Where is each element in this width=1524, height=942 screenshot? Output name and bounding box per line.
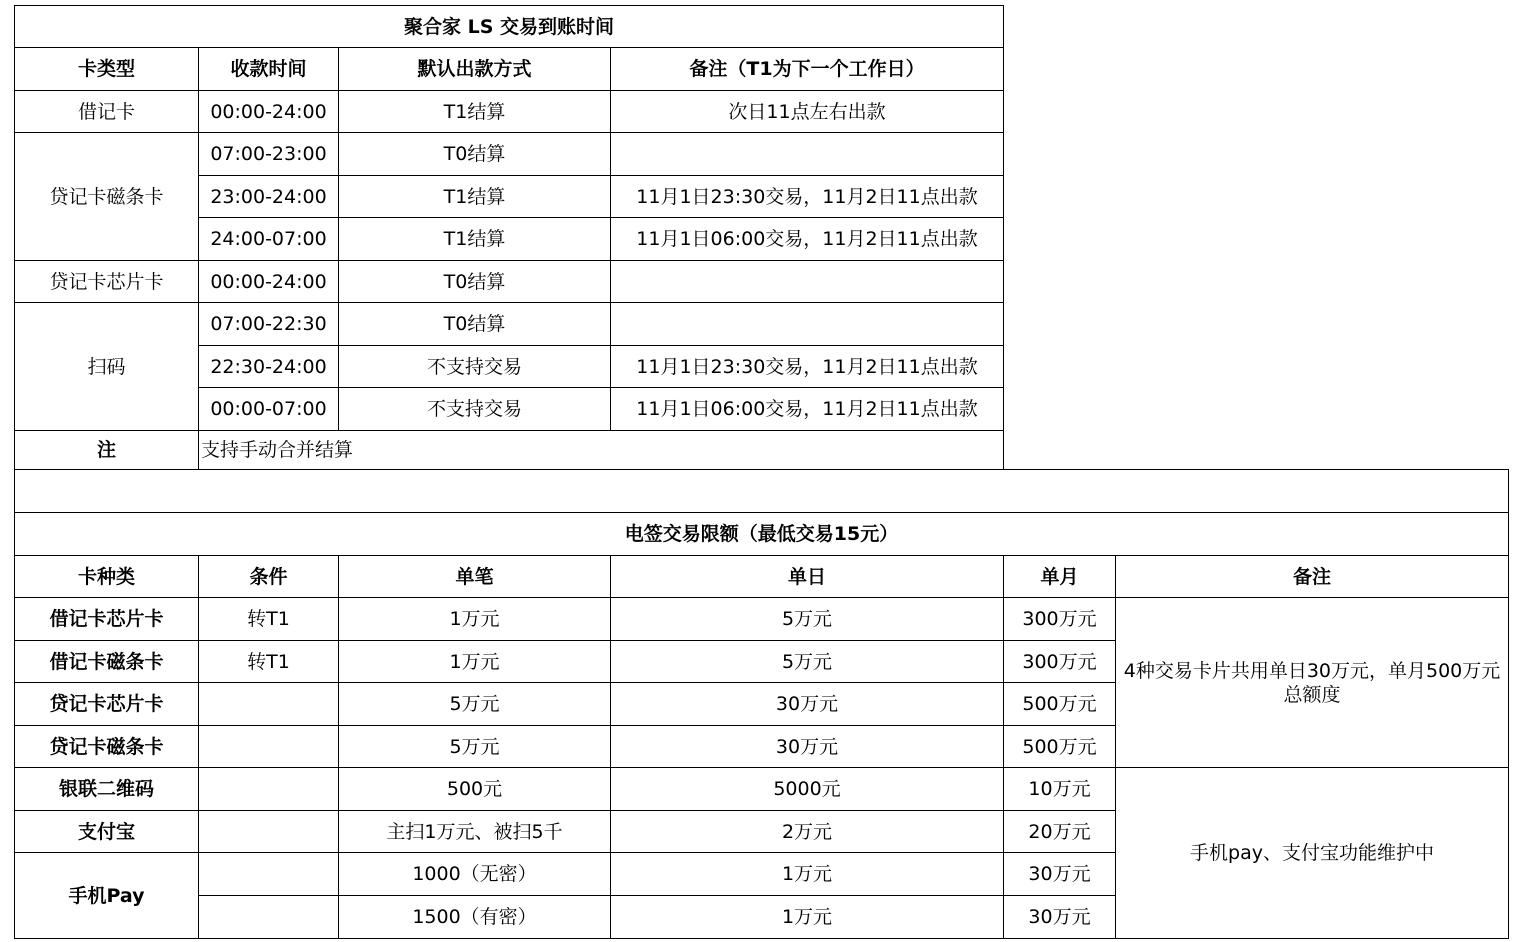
section2-daily-cell: 5000元: [610, 767, 1004, 811]
section1-time-cell: 00:00-07:00: [198, 387, 339, 431]
section1-card-type: 贷记卡芯片卡: [14, 260, 199, 303]
section1-header-note: 备注（T1为下一个工作日）: [610, 47, 1004, 91]
spacer-row: [14, 469, 1509, 513]
section2-single-cell: 5万元: [338, 725, 611, 768]
section2-daily-cell: 1万元: [610, 852, 1004, 896]
section1-time-cell: 07:00-23:00: [198, 132, 339, 176]
section2-monthly-cell: 500万元: [1003, 725, 1116, 768]
section2-condition-cell: 转T1: [198, 640, 339, 683]
section1-time-cell: 00:00-24:00: [198, 260, 339, 303]
section2-single-cell: 1000（无密）: [338, 852, 611, 896]
section1-card-type: 扫码: [14, 302, 199, 431]
section1-note-cell: [610, 132, 1004, 176]
section1-time-cell: 00:00-24:00: [198, 90, 339, 133]
section2-card-type: 手机Pay: [14, 852, 199, 939]
section2-condition-cell: [198, 767, 339, 811]
section2-monthly-cell: 300万元: [1003, 640, 1116, 683]
section2-card-type: 贷记卡磁条卡: [14, 725, 199, 768]
section1-header-method: 默认出款方式: [338, 47, 611, 91]
section1-time-cell: 22:30-24:00: [198, 345, 339, 388]
section2-header-note: 备注: [1115, 555, 1509, 598]
section1-method-cell: 不支持交易: [338, 345, 611, 388]
section2-header-monthly: 单月: [1003, 555, 1116, 598]
section2-condition-cell: [198, 810, 339, 853]
section2-note-wallet: 手机pay、支付宝功能维护中: [1115, 767, 1509, 939]
section2-single-cell: 1万元: [338, 597, 611, 641]
section2-monthly-cell: 300万元: [1003, 597, 1116, 641]
section1-note-cell: 11月1日23:30交易，11月2日11点出款: [610, 345, 1004, 388]
section2-daily-cell: 30万元: [610, 725, 1004, 768]
section2-single-cell: 1万元: [338, 640, 611, 683]
section1-footnote-label: 注: [14, 430, 199, 470]
section2-note-cards: 4种交易卡片共用单日30万元，单月500万元 总额度: [1115, 597, 1509, 768]
section2-daily-cell: 30万元: [610, 682, 1004, 726]
section2-daily-cell: 5万元: [610, 597, 1004, 641]
section2-daily-cell: 1万元: [610, 895, 1004, 939]
section1-header-card-type: 卡类型: [14, 47, 199, 91]
section2-card-type: 银联二维码: [14, 767, 199, 811]
section2-daily-cell: 2万元: [610, 810, 1004, 853]
section2-monthly-cell: 500万元: [1003, 682, 1116, 726]
section2-card-type: 借记卡芯片卡: [14, 597, 199, 641]
section2-monthly-cell: 30万元: [1003, 852, 1116, 896]
section2-card-type: 借记卡磁条卡: [14, 640, 199, 683]
section1-card-type: 借记卡: [14, 90, 199, 133]
section1-note-cell: 11月1日06:00交易，11月2日11点出款: [610, 387, 1004, 431]
section2-title: 电签交易限额（最低交易15元）: [14, 512, 1509, 556]
section1-note-cell: 11月1日23:30交易，11月2日11点出款: [610, 175, 1004, 218]
section2-condition-cell: [198, 725, 339, 768]
section2-monthly-cell: 30万元: [1003, 895, 1116, 939]
section1-method-cell: 不支持交易: [338, 387, 611, 431]
section1-header-time: 收款时间: [198, 47, 339, 91]
section1-method-cell: T0结算: [338, 302, 611, 346]
section2-single-cell: 5万元: [338, 682, 611, 726]
section2-condition-cell: 转T1: [198, 597, 339, 641]
section2-single-cell: 1500（有密）: [338, 895, 611, 939]
section2-card-type: 贷记卡芯片卡: [14, 682, 199, 726]
section2-monthly-cell: 20万元: [1003, 810, 1116, 853]
section1-title: 聚合家 LS 交易到账时间: [14, 5, 1004, 48]
section2-header-condition: 条件: [198, 555, 339, 598]
section1-time-cell: 07:00-22:30: [198, 302, 339, 346]
section2-single-cell: 主扫1万元、被扫5千: [338, 810, 611, 853]
section1-footnote-text: 支持手动合并结算: [198, 430, 1004, 470]
section1-method-cell: T0结算: [338, 260, 611, 303]
section1-note-cell: [610, 260, 1004, 303]
section1-method-cell: T0结算: [338, 132, 611, 176]
section2-condition-cell: [198, 895, 339, 939]
section2-condition-cell: [198, 852, 339, 896]
section2-condition-cell: [198, 682, 339, 726]
section1-method-cell: T1结算: [338, 90, 611, 133]
section1-method-cell: T1结算: [338, 217, 611, 261]
section2-header-daily: 单日: [610, 555, 1004, 598]
section2-header-card-type: 卡种类: [14, 555, 199, 598]
section1-note-cell: 11月1日06:00交易，11月2日11点出款: [610, 217, 1004, 261]
section2-header-single: 单笔: [338, 555, 611, 598]
section2-single-cell: 500元: [338, 767, 611, 811]
section2-card-type: 支付宝: [14, 810, 199, 853]
section2-monthly-cell: 10万元: [1003, 767, 1116, 811]
section1-card-type: 贷记卡磁条卡: [14, 132, 199, 261]
section2-daily-cell: 5万元: [610, 640, 1004, 683]
section1-time-cell: 23:00-24:00: [198, 175, 339, 218]
section1-time-cell: 24:00-07:00: [198, 217, 339, 261]
section1-method-cell: T1结算: [338, 175, 611, 218]
section1-note-cell: [610, 302, 1004, 346]
section1-note-cell: 次日11点左右出款: [610, 90, 1004, 133]
